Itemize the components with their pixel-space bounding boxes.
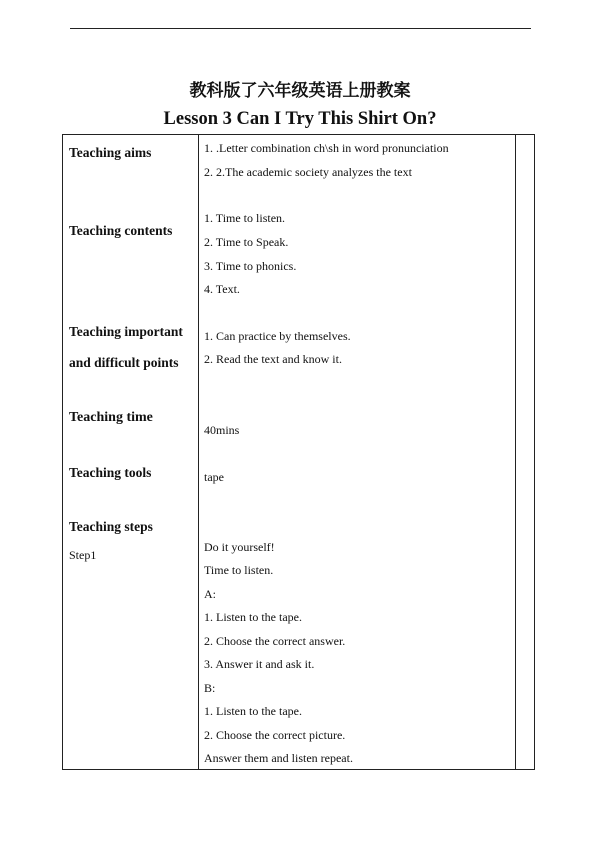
aims-item: 2. 2.The academic society analyzes the text (204, 165, 412, 179)
column-divider-left (198, 135, 199, 769)
steps-item: Time to listen. (204, 563, 274, 577)
label-important-points-line2: and difficult points (69, 355, 179, 370)
label-teaching-contents: Teaching contents (69, 223, 173, 238)
contents-item: 1. Time to listen. (204, 211, 286, 225)
steps-item: Do it yourself! (204, 540, 275, 554)
steps-item: 2. Choose the correct answer. (204, 634, 346, 648)
label-teaching-tools: Teaching tools (69, 465, 152, 480)
label-teaching-time: Teaching time (69, 410, 153, 425)
document-title-english: Lesson 3 Can I Try This Shirt On? (163, 109, 437, 129)
lesson-plan-table (62, 134, 535, 770)
steps-item: 1. Listen to the tape. (204, 704, 302, 718)
contents-item: 2. Time to Speak. (204, 235, 289, 249)
aims-item: 1. .Letter combination ch\sh in word pronunciation (204, 141, 449, 155)
contents-item: 4. Text. (204, 282, 240, 296)
contents-item: 3. Time to phonics. (204, 259, 297, 273)
document-title-chinese: 教科版了六年级英语上册教案 (189, 81, 411, 101)
points-item: 1. Can practice by themselves. (204, 329, 351, 343)
teaching-time-value: 40mins (204, 423, 240, 437)
column-divider-right (515, 135, 516, 769)
steps-item: 1. Listen to the tape. (204, 610, 302, 624)
label-teaching-aims: Teaching aims (69, 145, 152, 160)
header-rule (70, 28, 531, 29)
steps-item: B: (204, 681, 216, 695)
steps-item: Answer them and listen repeat. (204, 751, 353, 765)
steps-item: 2. Choose the correct picture. (204, 728, 346, 742)
label-teaching-steps: Teaching steps (69, 519, 153, 534)
steps-item: A: (204, 587, 216, 601)
steps-item: 3. Answer it and ask it. (204, 657, 315, 671)
step-label: Step1 (69, 548, 97, 562)
teaching-tools-value: tape (204, 470, 224, 484)
points-item: 2. Read the text and know it. (204, 352, 342, 366)
label-important-points-line1: Teaching important (69, 324, 183, 339)
